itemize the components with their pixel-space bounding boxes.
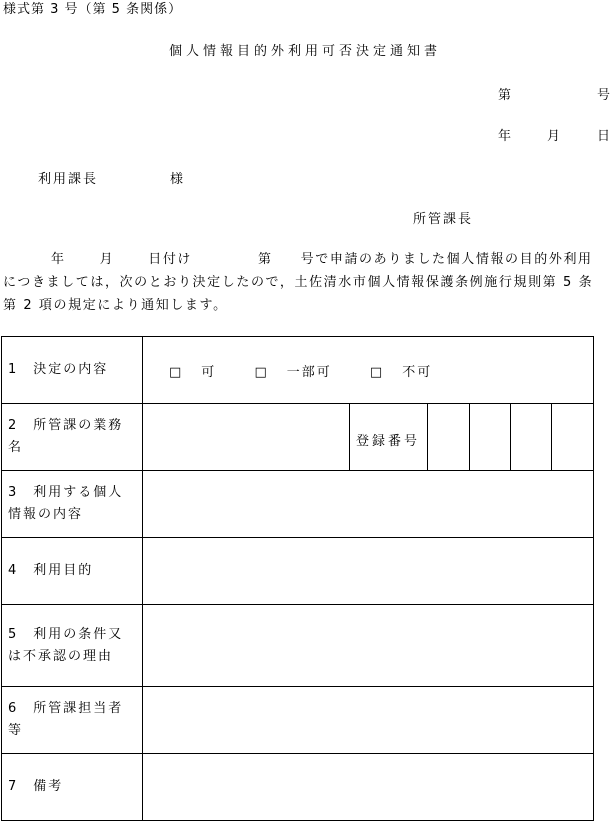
- number-suffix: 号: [597, 88, 610, 103]
- row-label-info-content: 3 利用する個人情報の内容: [2, 471, 143, 538]
- option-reject[interactable]: □ 不可: [369, 364, 433, 380]
- remarks-field[interactable]: [143, 754, 594, 821]
- checkbox-icon[interactable]: □: [169, 364, 184, 380]
- decision-table: [1, 336, 594, 821]
- addressee-name: 利用課長: [38, 172, 99, 187]
- body-main-text: 号で申請のありました個人情報の目的外利用につきましては，次のとおり決定したので，土佐清水市個人情報保護条例施行規則第 5 条第 2 項の規定により通知します。: [3, 252, 594, 313]
- table-row: [2, 538, 594, 605]
- table-row: [2, 404, 594, 471]
- date-year-label: 年: [498, 129, 512, 144]
- addressee-honorific: 様: [170, 172, 186, 187]
- body-number-prefix: 第: [258, 252, 273, 267]
- row-label-conditions: 5 利用の条件又は不承認の理由: [2, 605, 143, 687]
- row-label-purpose: 4 利用目的: [2, 538, 143, 605]
- registration-label: 登録番号: [350, 404, 428, 471]
- checkbox-icon[interactable]: □: [369, 364, 385, 380]
- table-row: [2, 471, 594, 538]
- number-prefix: 第: [498, 88, 512, 103]
- purpose-field[interactable]: [143, 538, 594, 605]
- contact-field[interactable]: [143, 687, 594, 754]
- registration-box-4[interactable]: [552, 404, 594, 471]
- table-row: [2, 687, 594, 754]
- option-approve[interactable]: □ 可: [169, 364, 217, 380]
- registration-box-2[interactable]: [470, 404, 511, 471]
- body-year: 年: [51, 252, 66, 267]
- body-month: 月: [99, 252, 115, 267]
- document-title: 個人情報目的外利用可否決定通知書: [168, 44, 441, 59]
- row-label-remarks: 7 備考: [2, 754, 143, 821]
- checkbox-icon[interactable]: □: [254, 364, 269, 380]
- row-label-contact: 6 所管課担当者等: [2, 687, 143, 754]
- table-row: [2, 754, 594, 821]
- sender-name: 所管課長: [413, 212, 474, 227]
- registration-box-1[interactable]: [428, 404, 470, 471]
- conditions-field[interactable]: [143, 605, 594, 687]
- date-day-label: 日: [597, 129, 610, 144]
- row-label-business: 2 所管課の業務名: [2, 404, 143, 471]
- form-number: 様式第 3 号（第 5 条関係）: [3, 2, 183, 17]
- business-name-field[interactable]: [143, 404, 350, 471]
- table-row: [2, 337, 594, 404]
- decision-options: [143, 337, 594, 404]
- table-row: [2, 605, 594, 687]
- option-partial[interactable]: □ 一部可: [254, 364, 332, 380]
- registration-box-3[interactable]: [511, 404, 552, 471]
- info-content-field[interactable]: [143, 471, 594, 538]
- date-month-label: 月: [547, 129, 561, 144]
- body-paragraph: [3, 248, 607, 317]
- body-dated: 日付け: [148, 252, 193, 267]
- row-label-decision: 1 決定の内容: [2, 337, 143, 404]
